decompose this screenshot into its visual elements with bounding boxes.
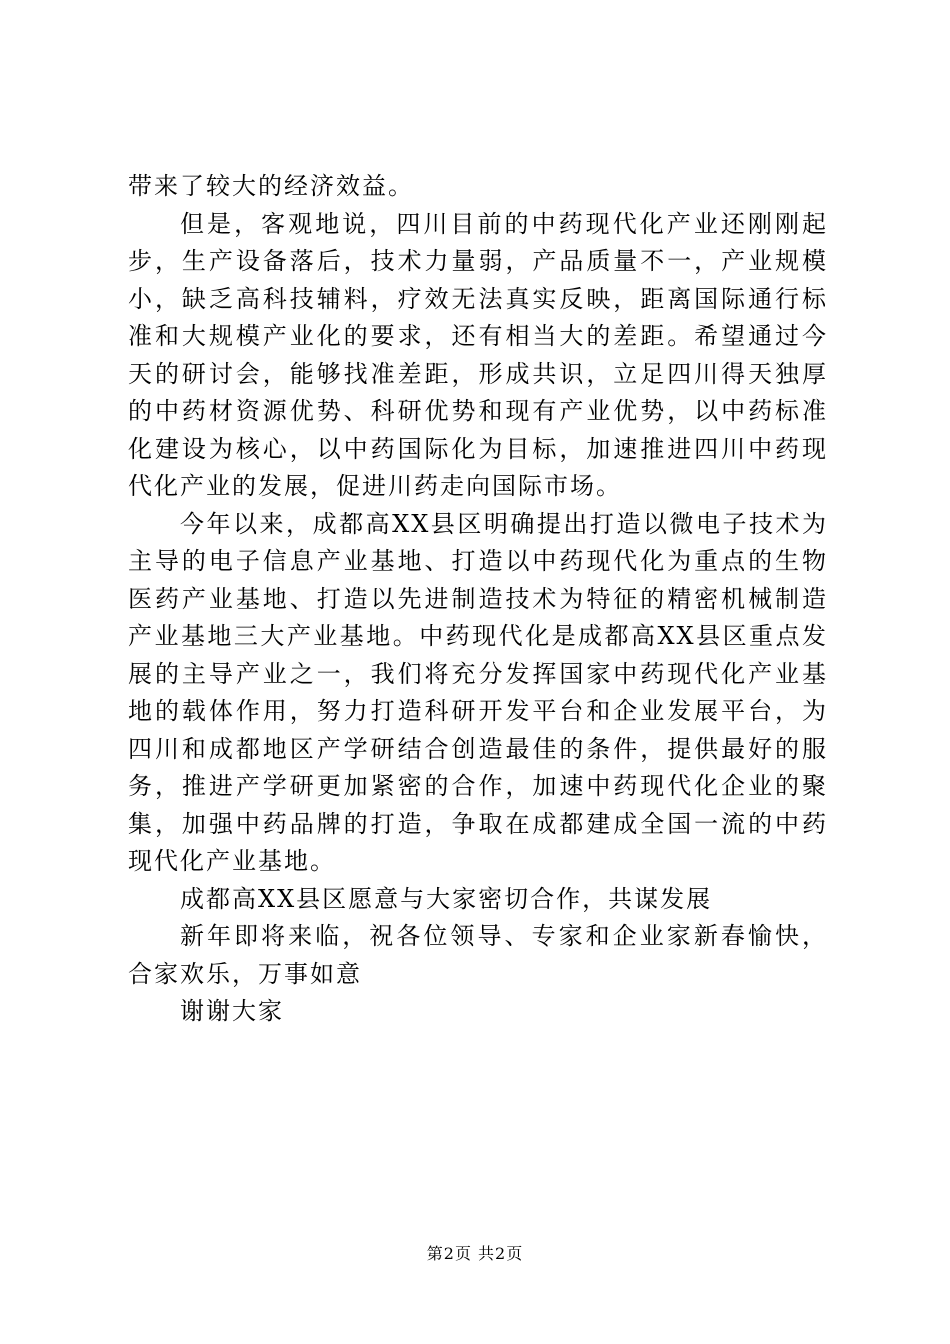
- paragraph-new-year-wishes: 新年即将来临，祝各位领导、专家和企业家新春愉快，合家欢乐，万事如意: [128, 922, 828, 988]
- paragraph-thanks: 谢谢大家: [180, 997, 284, 1025]
- paragraph-industry-bases: 今年以来，成都高XX县区明确提出打造以微电子技术为主导的电子信息产业基地、打造以中药现代化为重点的生物医药产业基地、打造以先进制造技术为特征的精密机械制造产业基地三大产业基地。中药现代化是成都高XX县区重点发展的主导产业之一，我们将充分发挥国家中药现代化产业基地的载体作用，努力打造科研开发平台和企业发展平台，为四川和成都地区产学研结合创造最佳的条件，提供最好的服务，推进产学研更加紧密的合作，加速中药现代化企业的聚集，加强中药品牌的打造，争取在成都建成全国一流的中药现代化产业基地。: [128, 509, 828, 875]
- paragraph-continuation: 带来了较大的经济效益。: [128, 172, 414, 200]
- paragraph-sichuan-gap: 但是，客观地说，四川目前的中药现代化产业还刚刚起步，生产设备落后，技术力量弱，产品质量不一，产业规模小，缺乏高科技辅料，疗效无法真实反映，距离国际通行标准和大规模产业化的要求，还有相当大的差距。希望通过今天的研讨会，能够找准差距，形成共识，立足四川得天独厚的中药材资源优势、科研优势和现有产业优势，以中药标准化建设为核心，以中药国际化为目标，加速推进四川中药现代化产业的发展，促进川药走向国际市场。: [128, 209, 828, 500]
- document-body: [128, 168, 828, 1031]
- page-number-footer: 第2页 共2页: [426, 1244, 524, 1263]
- paragraph-cooperation: 成都高XX县区愿意与大家密切合作，共谋发展: [180, 884, 713, 913]
